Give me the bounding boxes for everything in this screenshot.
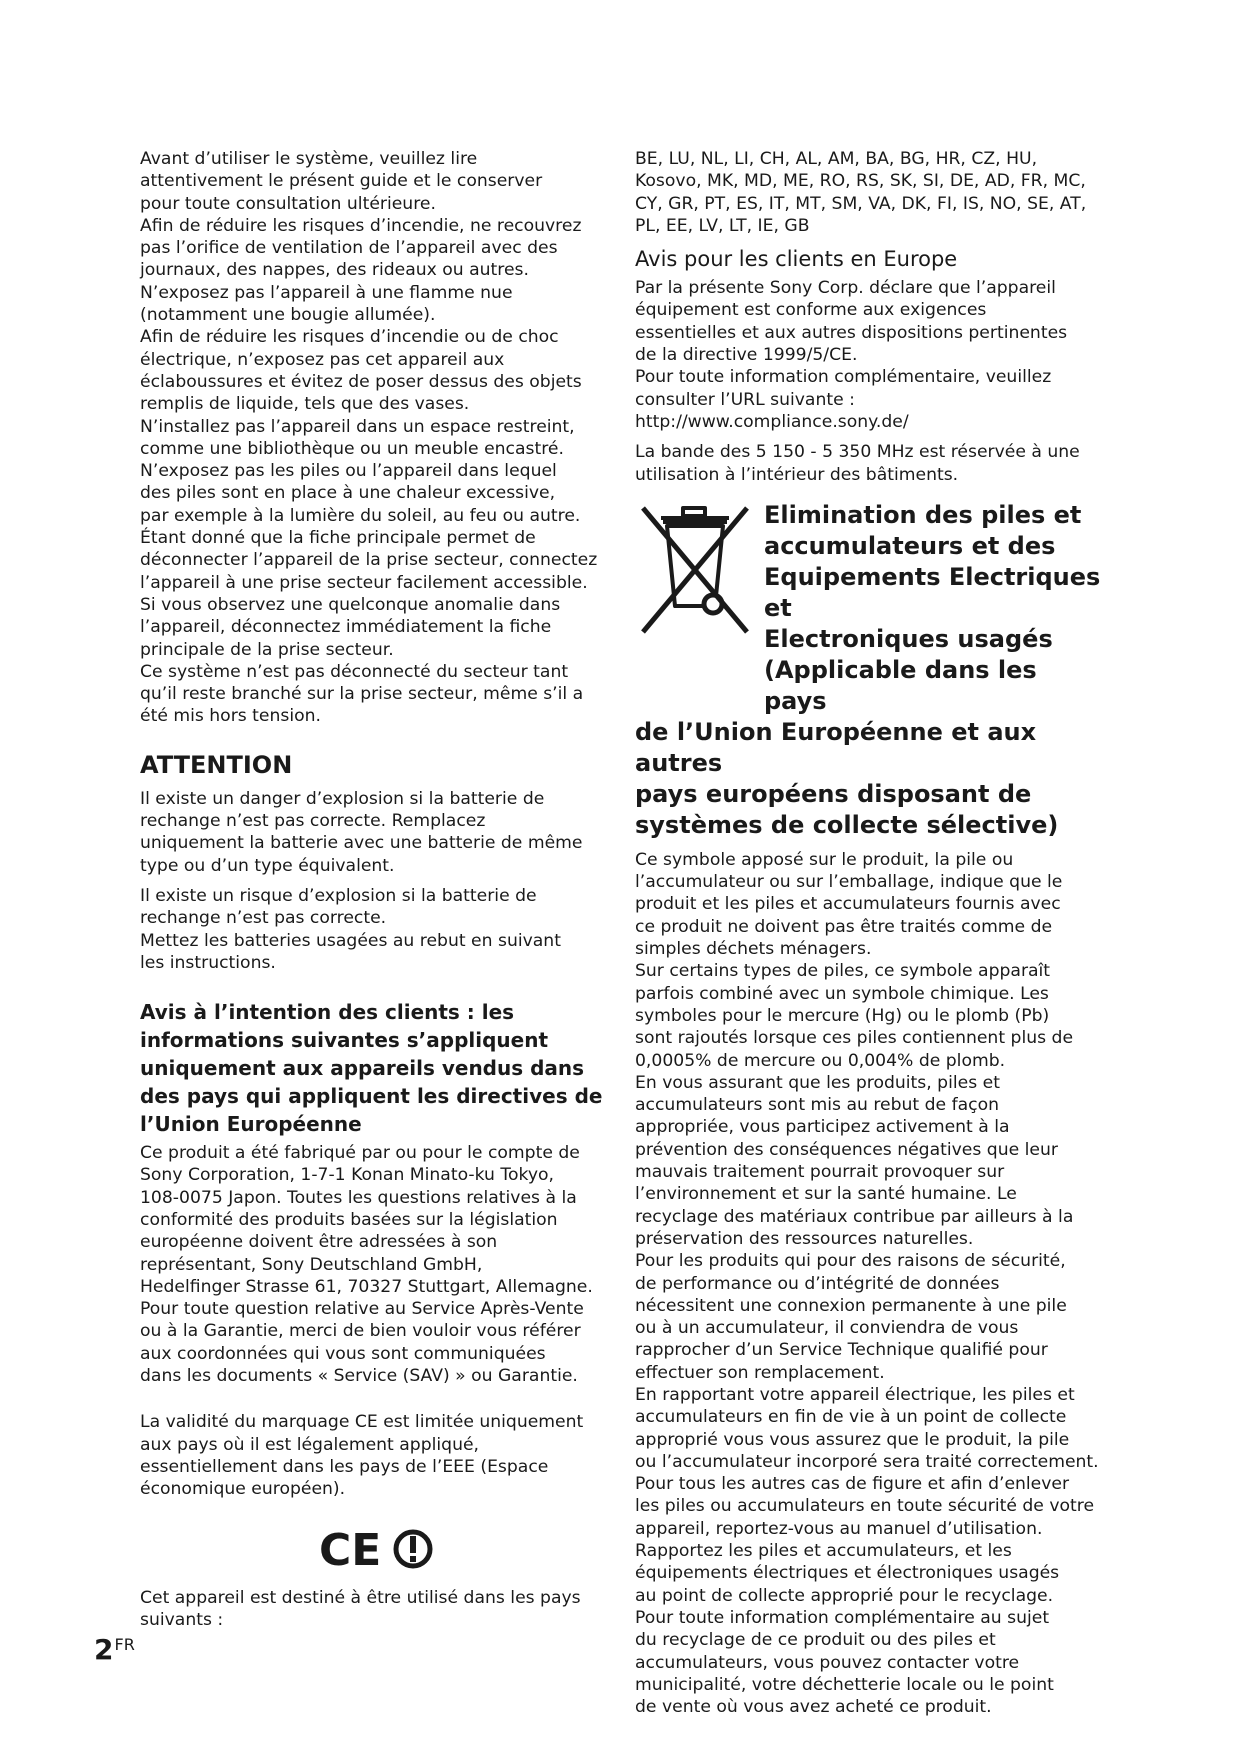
intro-paragraph: Étant donné que la fiche principale permet de déconnecter l’appareil de la prise secteur, connectez l’appareil à une prise secteur facilement accessible. <box>140 528 598 593</box>
right-column <box>635 148 1105 1718</box>
attention-heading: ATTENTION <box>140 750 293 779</box>
attention-paragraph: Mettez les batteries usagées au rebut en suivant les instructions. <box>140 930 561 973</box>
europe-notice-heading: Avis pour les clients en Europe <box>635 247 958 272</box>
ce-mark-text: CE <box>319 1524 382 1573</box>
eu-notice-paragraph: Ce produit a été fabriqué par ou pour le compte de Sony Corporation, 1-7-1 Konan Minato-ku Tokyo, 108-0075 Japon. Toutes les questions relatives à la conformité des produits basées sur la législation européenne doivent être adressées à son représentant, Sony Deutschland GmbH, Hedelfinger Strasse 61, 70327 Stuttgart, Allemagne. <box>140 1143 593 1297</box>
attention-paragraph: Il existe un danger d’explosion si la batterie de rechange n’est pas correcte. Remplacez uniquement la batterie avec une batterie de même type ou d’un type équivalent. <box>140 788 583 876</box>
weee-heading-continued: de l’Union Européenne et aux autres pays européens disposant de systèmes de collecte sélective) <box>635 717 1059 839</box>
weee-paragraph: En rapportant votre appareil électrique, les piles et accumulateurs en fin de vie à un point de collecte approprié vous vous assurez que le produit, la pile ou l’accumulateur incorporé sera traité correctement. <box>635 1384 1099 1472</box>
weee-paragraph: En vous assurant que les produits, piles et accumulateurs sont mis au rebut de façon appropriée, vous participez activement à la prévention des conséquences négatives que leur mauvais traitement pourrait provoquer sur l’environnement et sur la santé humaine. Le recyclage des matériaux contribue par ailleurs à la préservation des ressources naturelles. <box>635 1072 1074 1249</box>
eu-notice-paragraph: Pour toute question relative au Service Après-Vente ou à la Garantie, merci de bien vouloir vous référer aux coordonnées qui vous sont communiquées dans les documents « Service (SAV) » ou Garantie. <box>140 1299 584 1387</box>
intro-paragraph: N’installez pas l’appareil dans un espace restreint, comme une bibliothèque ou un meuble encastré. <box>140 416 575 459</box>
weee-paragraph: Sur certains types de piles, ce symbole apparaît parfois combiné avec un symbole chimique. Les symboles pour le mercure (Hg) ou le plomb (Pb) sont rajoutés lorsque ces piles contiennent plus de 0,0005% de mercure ou 0,004% de plomb. <box>635 961 1074 1071</box>
intro-paragraph: Avant d’utiliser le système, veuillez lire attentivement le présent guide et le conserver pour toute consultation ultérieure. <box>140 149 543 214</box>
weee-paragraph: Pour tous les autres cas de figure et afin d’enlever les piles ou accumulateurs en toute sécurité de votre appareil, reportez-vous au manuel d’utilisation. <box>635 1474 1095 1539</box>
page-number-value: 2 <box>94 1633 114 1666</box>
intro-paragraph: Si vous observez une quelconque anomalie dans l’appareil, déconnectez immédiatement la fiche principale de la prise secteur. <box>140 594 561 660</box>
page-language-suffix: FR <box>114 1635 135 1654</box>
left-column <box>140 148 610 1631</box>
europe-paragraph: Pour toute information complémentaire, veuillez consulter l’URL suivante : http://www.compliance.sony.de/ <box>635 367 1052 432</box>
intro-paragraph: N’exposez pas les piles ou l’appareil dans lequel des piles sont en place à une chaleur excessive, par exemple à la lumière du soleil, au feu ou autre. <box>140 461 581 526</box>
europe-paragraph: La bande des 5 150 - 5 350 MHz est réservée à une utilisation à l’intérieur des bâtiments. <box>635 442 1080 485</box>
ce-validity-paragraph: La validité du marquage CE est limitée uniquement aux pays où il est légalement appliqué, essentiellement dans les pays de l’EEE (Espace économique européen). <box>140 1412 584 1500</box>
europe-paragraph: Par la présente Sony Corp. déclare que l’appareil équipement est conforme aux exigences essentielles et aux autres dispositions pertinentes de la directive 1999/5/CE. <box>635 278 1068 366</box>
intro-paragraph: Afin de réduire les risques d’incendie ou de choc électrique, n’exposez pas cet appareil aux éclaboussures et évitez de poser dessus des objets remplis de liquide, tels que des vases. <box>140 327 582 415</box>
weee-section <box>635 500 1105 717</box>
weee-heading: Elimination des piles et accumulateurs et des Equipements Electriques et Electroniques usagés (Applicable dans les pays <box>764 500 1101 715</box>
ce-alert-mark-icon <box>140 1525 610 1577</box>
intro-paragraph: Ce système n’est pas déconnecté du secteur tant qu’il reste branché sur la prise secteur, même s’il a été mis hors tension. <box>140 661 584 727</box>
attention-paragraph: Il existe un risque d’explosion si la batterie de rechange n’est pas correcte. <box>140 885 537 929</box>
crossed-out-wheeled-bin-icon <box>635 502 755 638</box>
weee-paragraph: Rapportez les piles et accumulateurs, et les équipements électriques et électroniques usagés au point de collecte approprié pour le recyclage. <box>635 1541 1060 1606</box>
intro-paragraph: N’exposez pas l’appareil à une flamme nue (notamment une bougie allumée). <box>140 282 513 326</box>
page-number <box>94 1630 135 1665</box>
countries-list: BE, LU, NL, LI, CH, AL, AM, BA, BG, HR, CZ, HU, Kosovo, MK, MD, ME, RO, RS, SK, SI, DE, AD, FR, MC, CY, GR, PT, ES, IT, MT, SM, VA, DK, FI, IS, NO, SE, AT, PL, EE, LV, LT, IE, GB <box>635 149 1087 236</box>
eu-notice-heading: Avis à l’intention des clients : les informations suivantes s’appliquent uniquement aux appareils vendus dans des pays qui appliquent les directives de l’Union Européenne <box>140 1000 603 1137</box>
weee-paragraph: Pour toute information complémentaire au sujet du recyclage de ce produit ou des piles et accumulateurs, vous pouvez contacter votre municipalité, votre déchetterie locale ou le point de vente où vous avez acheté ce produit. <box>635 1607 1054 1718</box>
weee-paragraph: Pour les produits qui pour des raisons de sécurité, de performance ou d’intégrité de données nécessitent une connexion permanente à une pile ou à un accumulateur, il conviendra de vous rapprocher d’un Service Technique qualifié pour effectuer son remplacement. <box>635 1251 1067 1383</box>
weee-paragraph: Ce symbole apposé sur le produit, la pile ou l’accumulateur ou sur l’emballage, indique que le produit et les piles et accumulateurs fournis avec ce produit ne doivent pas être traités comme de simples déchets ménagers. <box>635 849 1063 960</box>
intro-paragraph: Afin de réduire les risques d’incendie, ne recouvrez pas l’orifice de ventilation de l’appareil avec des journaux, des nappes, des rideaux ou autres. <box>140 215 582 281</box>
countries-intro-paragraph: Cet appareil est destiné à être utilisé dans les pays suivants : <box>140 1587 581 1630</box>
